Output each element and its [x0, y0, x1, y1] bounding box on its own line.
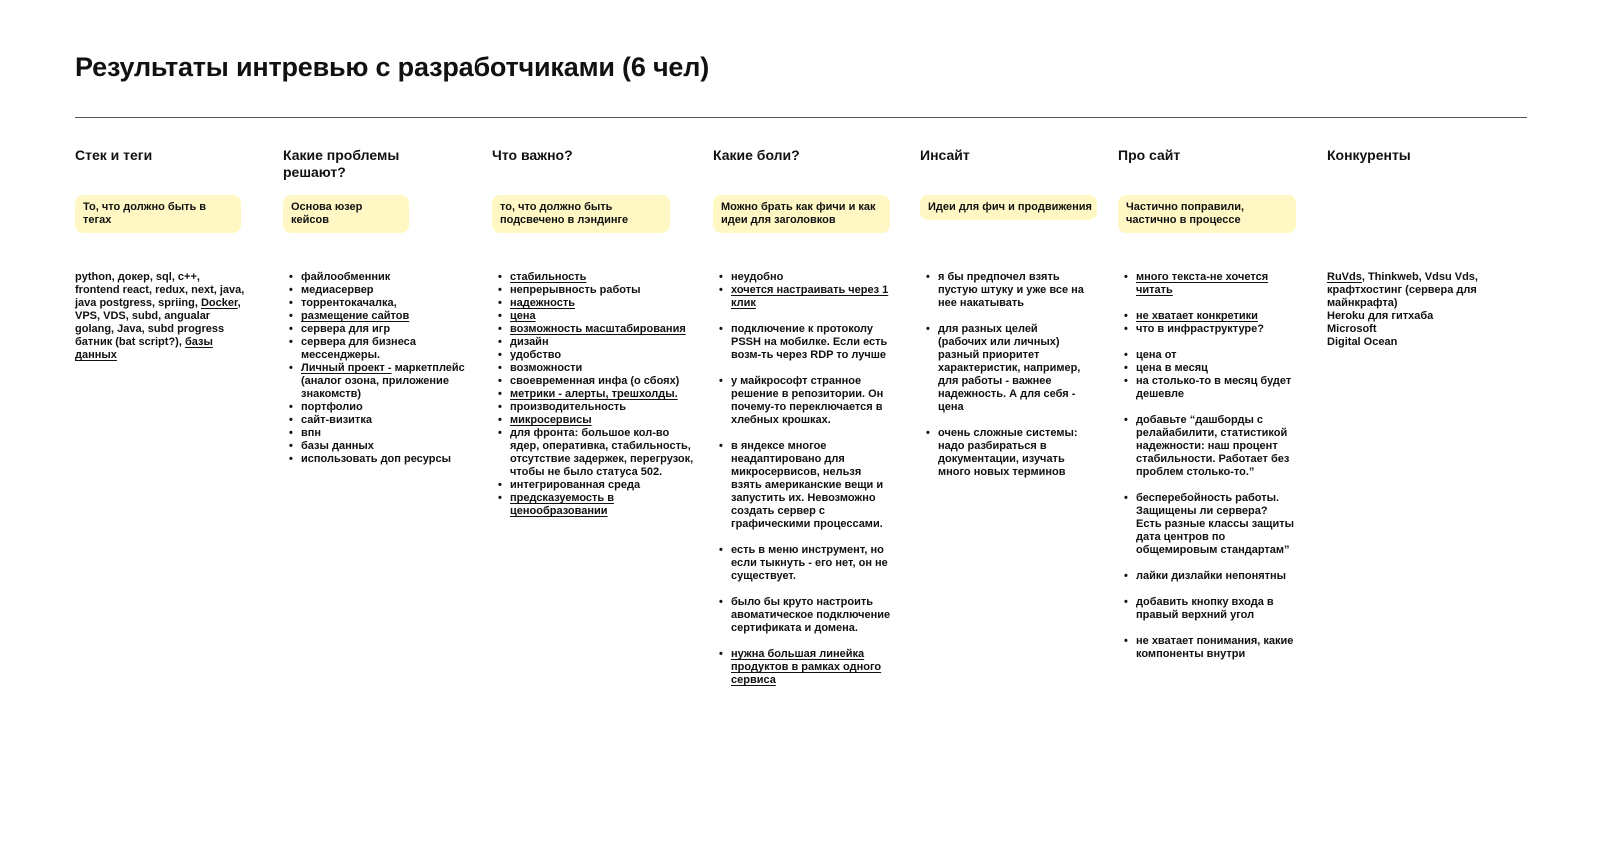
list-item: • добавить кнопку входа в правый верхний угол	[1136, 596, 1294, 622]
column-text	[75, 271, 255, 362]
text-fragment: , Thinkweb, Vdsu Vds,	[1361, 271, 1478, 283]
tag-note: Можно брать как фичи и как идеи для заголовков	[713, 195, 890, 233]
text-line: крафтхостинг (сервера для майнкрафта)	[1327, 284, 1477, 309]
list-item: • медиасервер	[301, 284, 468, 297]
text-fragment: маркетплейс (аналог озона, приложение знакомств)	[301, 362, 465, 400]
list-item-link[interactable]: • размещение сайтов	[301, 310, 468, 323]
column-heading: Что важно?	[492, 147, 573, 163]
list-item: • не хватает понимания, какие компоненты внутри	[1136, 635, 1294, 661]
list-item	[301, 362, 468, 401]
list-item: • непрерывность работы	[510, 284, 700, 297]
column-heading: Стек и теги	[75, 147, 153, 163]
list-item: • есть в меню инструмент, но если тыкнуть - его нет, он не существует.	[731, 544, 893, 583]
tag-note: То, что должно быть в тегах	[75, 195, 241, 233]
list-item: • дизайн	[510, 336, 700, 349]
list-item: • своевременная инфа (о сбоях)	[510, 375, 700, 388]
column-important	[492, 147, 700, 517]
text-line: VPS, VDS, subd, angualar	[75, 310, 211, 322]
column-problems	[283, 147, 468, 465]
list-item: • у майкрософт странное решение в репозитории. Он почему-то переключается в хлебных крошках.	[731, 375, 893, 427]
text-fragment: ,	[237, 297, 241, 309]
list-item: • добавьте “дашборды с релайабилити, статистикой надежности: наш процент стабильности. Работает без проблем столько-то.”	[1136, 414, 1294, 479]
column-heading: Какие боли?	[713, 147, 800, 163]
column-about-site	[1118, 147, 1303, 660]
list-item: • использовать доп ресурсы	[301, 453, 468, 466]
text-line: frontend react, redux, next, java,	[75, 284, 245, 296]
ruvds-link[interactable]: RuVds	[1327, 271, 1362, 283]
insight-list	[920, 271, 1088, 479]
docker-link[interactable]: Docker	[200, 297, 238, 309]
tag-note: Основа юзер кейсов	[283, 195, 409, 233]
text-line: golang, Java, subd progress	[75, 323, 225, 335]
column-heading: Какие проблемы решают?	[283, 147, 400, 180]
page-title: Результаты интревью с разработчиками (6 чел)	[75, 52, 709, 82]
important-list	[492, 271, 700, 518]
list-item: • очень сложные системы: надо разбираться в документации, изучать много новых терминов	[938, 427, 1088, 479]
list-item-link[interactable]: • нужна большая линейка продуктов в рамках одного сервиса	[731, 648, 893, 687]
list-item: • было бы круто настроить авоматическое подключение сертификата и домена.	[731, 596, 893, 635]
list-item-link[interactable]: • стабильность	[510, 271, 700, 284]
list-item-link[interactable]: • надежность	[510, 297, 700, 310]
list-item: • подключение к протоколу PSSH на мобилке. Если есть возм-ть через RDP то лучше	[731, 323, 893, 362]
pains-list	[713, 271, 893, 687]
list-item: • файлообменник	[301, 271, 468, 284]
list-item: • впн	[301, 427, 468, 440]
list-item: • лайки дизлайки непонятны	[1136, 570, 1294, 583]
list-item-link[interactable]: • хочется настраивать через 1 клик	[731, 284, 893, 310]
list-item-link[interactable]: • цена	[510, 310, 700, 323]
problems-list	[283, 271, 468, 466]
list-item-link[interactable]: • много текста-не хочется читать	[1136, 271, 1294, 297]
column-heading: Конкуренты	[1327, 147, 1411, 163]
text-line	[75, 336, 255, 362]
list-item: • цена от	[1136, 349, 1294, 362]
list-item-link[interactable]: • возможность масштабирования	[510, 323, 700, 336]
text-fragment: java postgress, spriing,	[75, 297, 201, 309]
text-line	[75, 297, 255, 310]
list-item: • я бы предпочел взять пустую штуку и уже все на нее накатывать	[938, 271, 1088, 310]
text-line	[1327, 271, 1485, 284]
list-item-link[interactable]: • предсказуемость в ценообразовании	[510, 492, 700, 518]
list-item: • неудобно	[731, 271, 893, 284]
tag-note: Частично поправили, частично в процессе	[1118, 195, 1296, 233]
site-list	[1118, 271, 1294, 661]
text-line: Digital Ocean	[1327, 336, 1398, 348]
list-item: • сервера для игр	[301, 323, 468, 336]
text-line: python, докер, sql, c++,	[75, 271, 200, 283]
list-item: • торрентокачалка,	[301, 297, 468, 310]
tag-note: то, что должно быть подсвечено в лэндинге	[492, 195, 670, 233]
personal-project-link[interactable]: Личный проект -	[301, 362, 392, 374]
list-item-link[interactable]: • метрики - алерты, трешхолды.	[510, 388, 700, 401]
tag-note: Идеи для фич и продвижения	[920, 195, 1097, 220]
list-item: • бесперебойность работы. Защищены ли сервера? Есть разные классы защиты дата центров по общемировым стандартам”	[1136, 492, 1294, 557]
text-line: Microsoft	[1327, 323, 1377, 335]
list-item: • в яндексе многое неадаптировано для микросервисов, нельзя взять американские вещи и запустить их. Невозможно создать сервер с графическими процессами.	[731, 440, 893, 531]
list-item: • базы данных	[301, 440, 468, 453]
list-item: • производительность	[510, 401, 700, 414]
column-pains	[713, 147, 893, 686]
list-item: • цена в месяц	[1136, 362, 1294, 375]
list-item-link[interactable]: • не хватает конкретики	[1136, 310, 1294, 323]
list-item: • интегрированная среда	[510, 479, 700, 492]
list-item: • сайт-визитка	[301, 414, 468, 427]
competitors-text	[1327, 271, 1485, 349]
databases-link[interactable]: базы данных	[75, 336, 213, 361]
column-heading: Инсайт	[920, 147, 970, 163]
list-item: • на столько-то в месяц будет дешевле	[1136, 375, 1294, 401]
list-item: • для разных целей (рабочих или личных) разный приоритет характеристик, например, для работы - важнее надежность. А для себя - цена	[938, 323, 1088, 414]
column-stack-tags	[75, 147, 255, 361]
list-item-link[interactable]: • микросервисы	[510, 414, 700, 427]
list-item: • удобство	[510, 349, 700, 362]
column-heading: Про сайт	[1118, 147, 1181, 163]
column-competitors	[1327, 147, 1527, 348]
list-item: • портфолио	[301, 401, 468, 414]
text-fragment: батник (bat script?),	[75, 336, 185, 348]
text-line: Heroku для гитхаба	[1327, 310, 1434, 322]
list-item: • сервера для бизнеса мессенджеры.	[301, 336, 468, 362]
column-insight	[920, 147, 1100, 478]
list-item: • возможности	[510, 362, 700, 375]
title-divider	[75, 117, 1527, 118]
list-item: • для фронта: большое кол-во ядер, оперативка, стабильность, отсутствие задержек, перегрузок, чтобы не было статуса 502.	[510, 427, 700, 479]
list-item: • что в инфраструктуре?	[1136, 323, 1294, 336]
